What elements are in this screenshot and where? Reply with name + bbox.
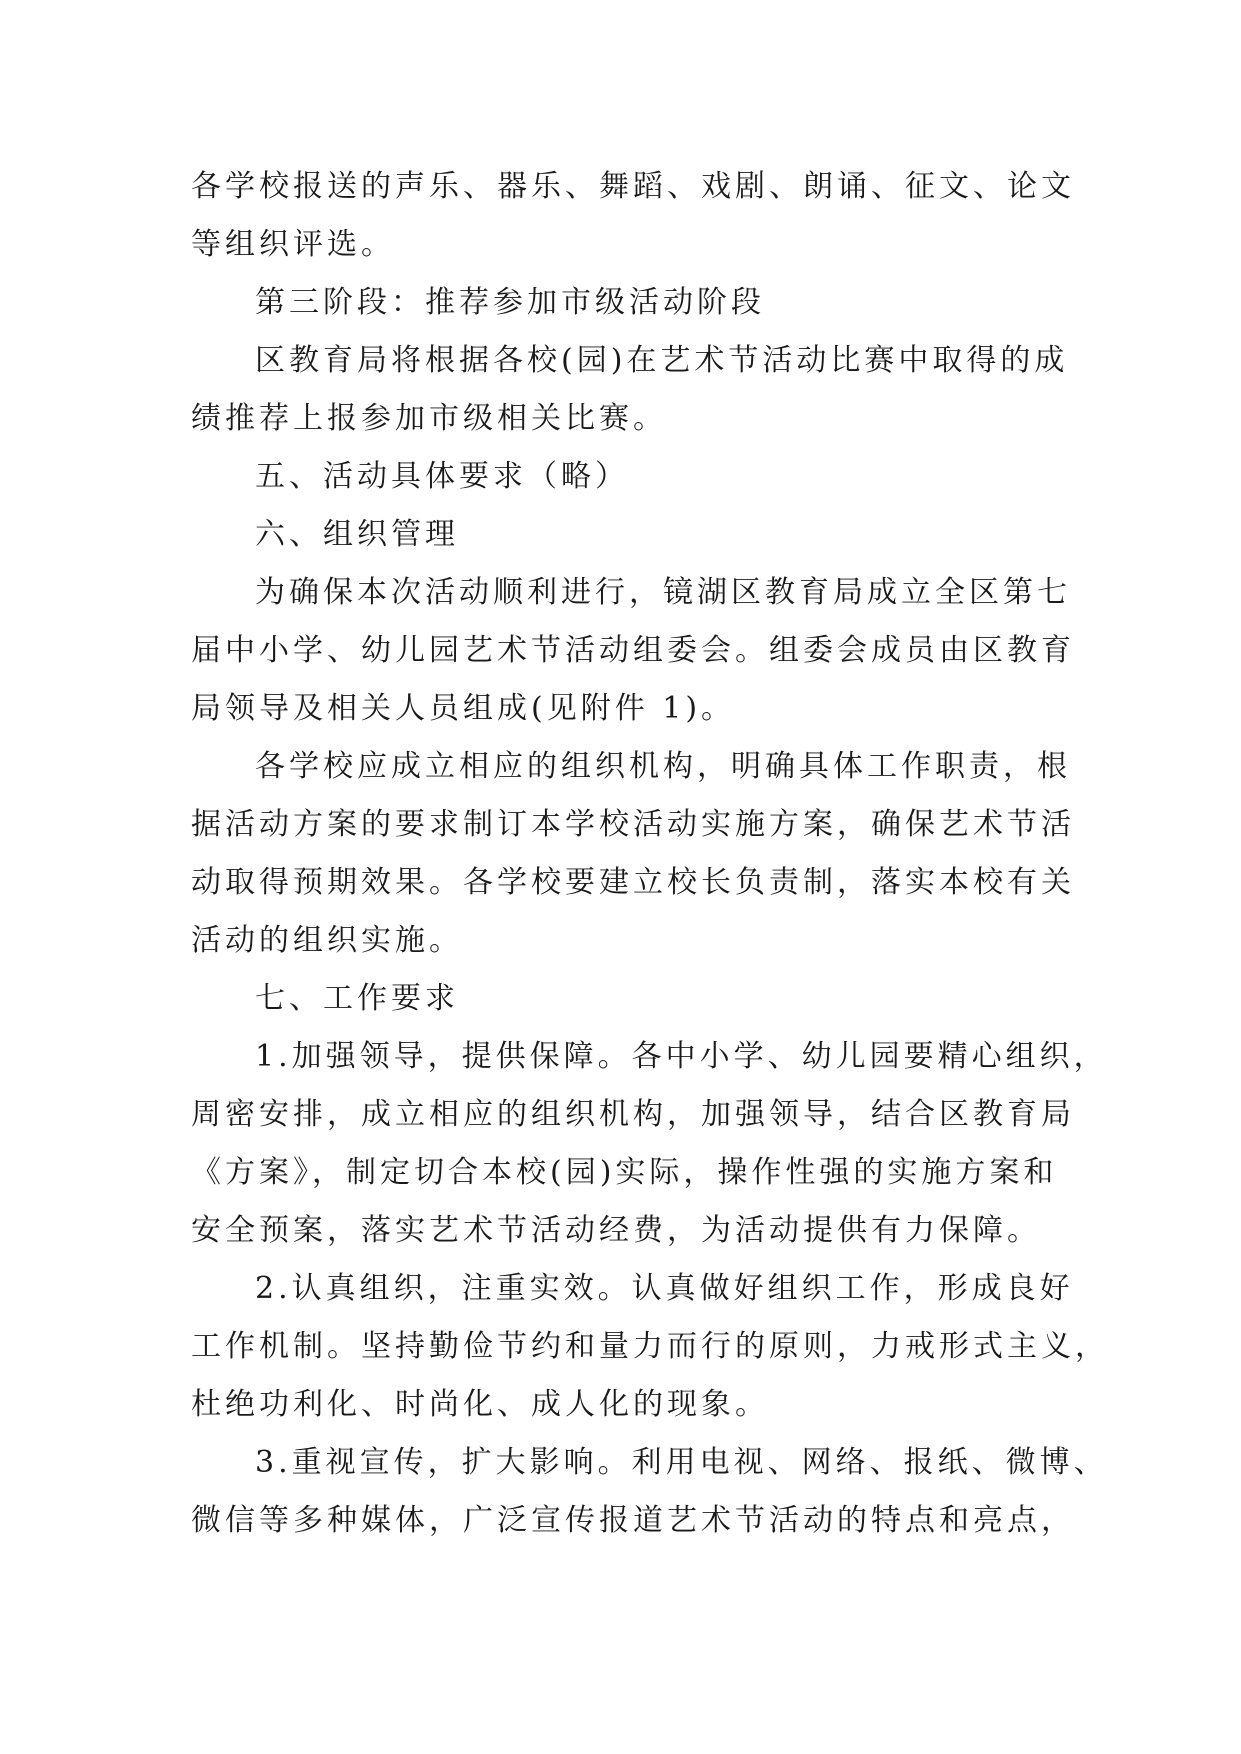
- section-heading: 五、活动具体要求（略）: [255, 459, 629, 494]
- text-line: 区教育局将根据各校(园)在艺术节活动比赛中取得的成: [255, 343, 1069, 378]
- text-line: 动取得预期效果。各学校要建立校长负责制，落实本校有关: [191, 865, 1075, 900]
- text-line: 杜绝功利化、时尚化、成人化的现象。: [191, 1387, 769, 1422]
- text-line: 微信等多种媒体，广泛宣传报道艺术节活动的特点和亮点，: [191, 1503, 1075, 1538]
- document-body: [191, 158, 1109, 1550]
- text-line: 工作机制。坚持勤俭节约和量力而行的原则，力戒形式主义，: [191, 1329, 1109, 1364]
- section-heading: 七、工作要求: [255, 981, 459, 1016]
- text-line: 等组织评选。: [191, 227, 395, 262]
- text-line: 2.认真组织，注重实效。认真做好组织工作，形成良好: [255, 1271, 1074, 1306]
- text-line: 据活动方案的要求制订本学校活动实施方案，确保艺术节活: [191, 807, 1075, 842]
- text-line: 《方案》，制定切合本校(园)实际，操作性强的实施方案和: [191, 1155, 1058, 1190]
- section-heading: 六、组织管理: [255, 517, 459, 552]
- text-line: 各学校报送的声乐、器乐、舞蹈、戏剧、朗诵、征文、论文: [191, 169, 1075, 204]
- text-line: 活动的组织实施。: [191, 923, 463, 958]
- text-line: 1.加强领导，提供保障。各中小学、幼儿园要精心组织，: [255, 1039, 1108, 1074]
- text-line: 安全预案，落实艺术节活动经费，为活动提供有力保障。: [191, 1213, 1041, 1248]
- text-line: 各学校应成立相应的组织机构，明确具体工作职责，根: [255, 749, 1071, 784]
- text-line: 3.重视宣传，扩大影响。利用电视、网络、报纸、微博、: [255, 1445, 1108, 1480]
- text-line: 为确保本次活动顺利进行，镜湖区教育局成立全区第七: [255, 575, 1071, 610]
- text-line: 局领导及相关人员组成(见附件 1)。: [191, 691, 736, 726]
- text-line: 绩推荐上报参加市级相关比赛。: [191, 401, 667, 436]
- text-line: 周密安排，成立相应的组织机构，加强领导，结合区教育局: [191, 1097, 1075, 1132]
- section-heading: 第三阶段：推荐参加市级活动阶段: [255, 285, 765, 320]
- text-line: 届中小学、幼儿园艺术节活动组委会。组委会成员由区教育: [191, 633, 1075, 668]
